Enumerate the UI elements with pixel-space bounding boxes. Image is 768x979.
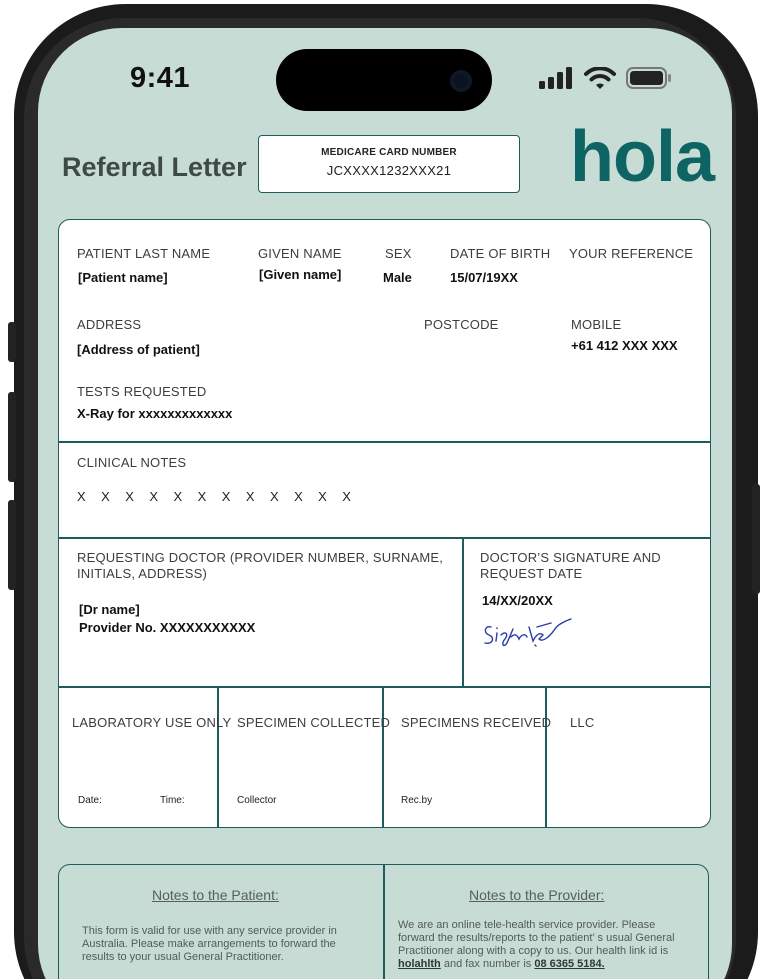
sex-value: Male [383,270,412,285]
notes-line: We are an online tele-health service provider. Please [398,919,656,931]
mute-switch [8,322,16,362]
notes-line [398,958,675,971]
page-title: Referral Letter [62,152,247,182]
notes-to-provider-body [398,919,675,971]
divider [59,686,710,688]
lab-time-label: Time: [160,795,185,806]
lab-date-label: Date: [78,795,102,806]
patient-last-name-label: PATIENT LAST NAME [77,246,211,261]
signature-label: DOCTOR’S SIGNATURE AND [480,550,661,565]
doctor-name: [Dr name] [79,602,140,617]
given-name: [Given name] [259,267,342,282]
battery-icon [626,67,672,89]
notes-line: This form is valid for use with any service provider in [82,925,337,937]
power-button [752,484,760,594]
given-name-label: GIVEN NAME [258,246,342,261]
divider [59,441,710,443]
dob-value: 15/07/19XX [450,270,518,285]
status-icons [538,66,672,90]
notes-card [58,864,709,979]
postcode-label: POSTCODE [424,317,499,332]
notes-line: Practitioner along with a copy to us. Our health link id is [398,945,669,957]
tests-requested-label: TESTS REQUESTED [77,384,207,399]
divider [545,686,547,828]
mobile-value: +61 412 XXX XXX [571,338,678,353]
notes-to-patient-body [82,925,337,964]
health-link-id[interactable]: holahlth [398,958,441,970]
notes-to-patient-title: Notes to the Patient: [152,887,279,903]
doctor-signature [481,613,573,657]
divider [382,686,384,828]
dob-label: DATE OF BIRTH [450,246,551,261]
wifi-icon [584,67,616,89]
patient-last-name: [Patient name] [78,270,168,285]
requesting-doctor-label-2: INITIALS, ADDRESS) [77,566,208,581]
your-reference-label: YOUR REFERENCE [569,246,694,261]
referral-form [58,219,711,828]
clinical-notes-label: CLINICAL NOTES [77,455,187,470]
divider [59,537,710,539]
provider-number: Provider No. XXXXXXXXXXX [79,620,256,635]
specimens-received-label: SPECIMENS RECEIVED [401,715,552,730]
divider [462,537,464,687]
status-time: 9:41 [130,62,191,94]
address-value: [Address of patient] [77,342,200,357]
signal-icon [538,67,574,89]
llc-label: LLC [570,715,595,730]
tests-requested-value: X-Ray for xxxxxxxxxxxxx [77,406,233,421]
request-date-label: REQUEST DATE [480,566,583,581]
lab-use-only-label: LABORATORY USE ONLY [72,715,232,730]
request-date: 14/XX/20XX [482,593,553,608]
hola-logo: hola [570,117,715,197]
notes-line: Australia. Please make arrangements to forward the [82,938,336,950]
clinical-notes-value: X X X X X X X X X X X X [77,489,352,504]
requesting-doctor-label: REQUESTING DOCTOR (PROVIDER NUMBER, SURNAME, [77,550,444,565]
medicare-card-box [258,135,520,193]
fax-text: and fax number is [440,958,535,970]
divider [383,865,385,979]
medicare-label: MEDICARE CARD NUMBER [321,147,457,158]
specimen-collected-label: SPECIMEN COLLECTED [237,715,391,730]
phone-screen [38,28,732,979]
camera-icon [450,70,472,92]
volume-down-button [8,500,16,590]
notes-line: results to your usual General Practitioner. [82,951,284,963]
fax-number[interactable]: 08 6365 5184. [534,958,605,970]
notes-line: forward the results/reports to the patient’ s usual General [398,932,675,944]
address-label: ADDRESS [77,317,142,332]
medicare-number: JCXXXX1232XXX21 [326,163,452,178]
mobile-label: MOBILE [571,317,622,332]
rec-by-label: Rec.by [401,795,433,806]
sex-label: SEX [385,246,412,261]
divider [217,686,219,828]
volume-up-button [8,392,16,482]
notes-to-provider-title: Notes to the Provider: [469,887,605,903]
collector-label: Collector [237,795,277,806]
